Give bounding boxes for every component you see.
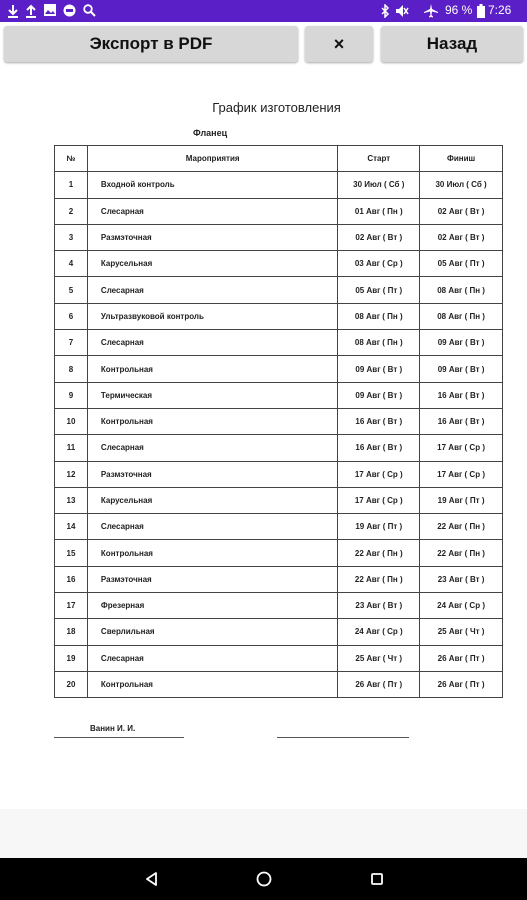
row-finish-date: 17 Авг ( Ср ) xyxy=(420,435,503,461)
table-row xyxy=(55,277,503,303)
row-activity: Ультразвуковой контроль xyxy=(87,303,337,329)
navigation-bar xyxy=(0,858,527,900)
row-activity: Карусельная xyxy=(87,487,337,513)
row-activity: Слесарная xyxy=(87,645,337,671)
row-activity: Сверлильная xyxy=(87,619,337,645)
row-finish-date: 23 Авг ( Вт ) xyxy=(420,566,503,592)
vpn-icon xyxy=(62,4,76,18)
document-subtitle: Фланец xyxy=(193,128,228,138)
row-activity: Слесарная xyxy=(87,514,337,540)
table-row xyxy=(55,382,503,408)
table-row xyxy=(55,461,503,487)
table-row xyxy=(55,593,503,619)
row-start-date: 17 Авг ( Ср ) xyxy=(338,461,420,487)
row-finish-date: 09 Авг ( Вт ) xyxy=(420,356,503,382)
row-number: 15 xyxy=(55,540,88,566)
row-activity: Слесарная xyxy=(87,198,337,224)
row-activity: Контрольная xyxy=(87,356,337,382)
row-activity: Размэточная xyxy=(87,566,337,592)
row-activity: Контрольная xyxy=(87,671,337,697)
table-row xyxy=(55,566,503,592)
mute-icon xyxy=(395,4,409,18)
row-start-date: 30 Июл ( Сб ) xyxy=(338,172,420,198)
row-number: 13 xyxy=(55,487,88,513)
table-row xyxy=(55,330,503,356)
recents-square-icon[interactable] xyxy=(368,870,386,888)
row-start-date: 22 Авг ( Пн ) xyxy=(338,540,420,566)
row-start-date: 25 Авг ( Чт ) xyxy=(338,645,420,671)
row-finish-date: 22 Авг ( Пн ) xyxy=(420,540,503,566)
table-row xyxy=(55,303,503,329)
row-number: 10 xyxy=(55,408,88,434)
row-start-date: 05 Авг ( Пт ) xyxy=(338,277,420,303)
status-bar xyxy=(0,0,527,22)
row-number: 6 xyxy=(55,303,88,329)
bottom-area xyxy=(0,809,527,858)
row-start-date: 17 Авг ( Ср ) xyxy=(338,487,420,513)
signature-line-left xyxy=(54,737,184,738)
row-finish-date: 08 Авг ( Пн ) xyxy=(420,303,503,329)
row-number: 7 xyxy=(55,330,88,356)
row-finish-date: 22 Авг ( Пн ) xyxy=(420,514,503,540)
column-header-number: № xyxy=(55,146,88,172)
row-activity: Слесарная xyxy=(87,330,337,356)
back-button[interactable]: Назад xyxy=(381,26,523,62)
back-triangle-icon[interactable] xyxy=(143,870,161,888)
row-finish-date: 02 Авг ( Вт ) xyxy=(420,224,503,250)
table-row xyxy=(55,356,503,382)
row-start-date: 02 Авг ( Вт ) xyxy=(338,224,420,250)
bluetooth-icon xyxy=(378,4,392,18)
row-finish-date: 24 Авг ( Ср ) xyxy=(420,593,503,619)
row-finish-date: 30 Июл ( Сб ) xyxy=(420,172,503,198)
table-header-row xyxy=(55,146,503,172)
row-start-date: 23 Авг ( Вт ) xyxy=(338,593,420,619)
row-activity: Слесарная xyxy=(87,277,337,303)
table-row xyxy=(55,408,503,434)
table-row xyxy=(55,251,503,277)
row-number: 17 xyxy=(55,593,88,619)
row-start-date: 24 Авг ( Ср ) xyxy=(338,619,420,645)
table-row xyxy=(55,514,503,540)
row-start-date: 08 Авг ( Пн ) xyxy=(338,330,420,356)
table-row xyxy=(55,619,503,645)
row-finish-date: 25 Авг ( Чт ) xyxy=(420,619,503,645)
row-start-date: 26 Авг ( Пт ) xyxy=(338,671,420,697)
row-finish-date: 16 Авг ( Вт ) xyxy=(420,382,503,408)
pdf-preview xyxy=(0,67,527,809)
download-icon xyxy=(6,4,20,18)
row-number: 14 xyxy=(55,514,88,540)
row-activity: Термическая xyxy=(87,382,337,408)
row-number: 16 xyxy=(55,566,88,592)
search-icon xyxy=(82,4,96,18)
row-finish-date: 19 Авг ( Пт ) xyxy=(420,487,503,513)
battery-icon xyxy=(474,4,488,18)
row-start-date: 03 Авг ( Ср ) xyxy=(338,251,420,277)
row-finish-date: 02 Авг ( Вт ) xyxy=(420,198,503,224)
clock: 7:26 xyxy=(488,3,512,17)
row-activity: Карусельная xyxy=(87,251,337,277)
row-number: 4 xyxy=(55,251,88,277)
row-finish-date: 26 Авг ( Пт ) xyxy=(420,645,503,671)
table-row xyxy=(55,487,503,513)
document-title: График изготовления xyxy=(212,100,341,115)
table-row xyxy=(55,645,503,671)
row-number: 1 xyxy=(55,172,88,198)
row-start-date: 01 Авг ( Пн ) xyxy=(338,198,420,224)
row-number: 20 xyxy=(55,671,88,697)
column-header-activity: Мароприятия xyxy=(87,146,337,172)
airplane-icon xyxy=(424,4,438,18)
row-finish-date: 08 Авг ( Пн ) xyxy=(420,277,503,303)
battery-percent: 96 % xyxy=(445,3,473,17)
row-finish-date: 05 Авг ( Пт ) xyxy=(420,251,503,277)
row-number: 18 xyxy=(55,619,88,645)
column-header-finish: Финиш xyxy=(420,146,503,172)
export-pdf-button[interactable]: Экспорт в PDF xyxy=(4,26,298,62)
row-start-date: 16 Авг ( Вт ) xyxy=(338,435,420,461)
table-row xyxy=(55,435,503,461)
signature-name: Ванин И. И. xyxy=(90,724,136,733)
row-start-date: 08 Авг ( Пн ) xyxy=(338,303,420,329)
toolbar xyxy=(0,22,527,67)
row-number: 12 xyxy=(55,461,88,487)
row-number: 19 xyxy=(55,645,88,671)
row-number: 3 xyxy=(55,224,88,250)
image-icon xyxy=(43,4,57,18)
row-start-date: 19 Авг ( Пт ) xyxy=(338,514,420,540)
row-finish-date: 16 Авг ( Вт ) xyxy=(420,408,503,434)
table-row xyxy=(55,540,503,566)
row-number: 8 xyxy=(55,356,88,382)
row-number: 9 xyxy=(55,382,88,408)
home-circle-icon[interactable] xyxy=(255,870,273,888)
schedule-body xyxy=(55,172,503,698)
row-activity: Размэточная xyxy=(87,461,337,487)
table-row xyxy=(55,172,503,198)
table-row xyxy=(55,671,503,697)
close-button[interactable]: × xyxy=(305,26,373,62)
row-activity: Размэточная xyxy=(87,224,337,250)
row-start-date: 22 Авг ( Пн ) xyxy=(338,566,420,592)
upload-icon xyxy=(24,4,38,18)
table-row xyxy=(55,198,503,224)
row-activity: Контрольная xyxy=(87,408,337,434)
row-finish-date: 17 Авг ( Ср ) xyxy=(420,461,503,487)
schedule-table xyxy=(54,145,503,698)
row-activity: Входной контроль xyxy=(87,172,337,198)
row-activity: Фрезерная xyxy=(87,593,337,619)
row-start-date: 09 Авг ( Вт ) xyxy=(338,356,420,382)
row-finish-date: 09 Авг ( Вт ) xyxy=(420,330,503,356)
row-number: 5 xyxy=(55,277,88,303)
signature-line-right xyxy=(277,737,409,738)
column-header-start: Старт xyxy=(338,146,420,172)
row-activity: Контрольная xyxy=(87,540,337,566)
row-number: 11 xyxy=(55,435,88,461)
row-activity: Слесарная xyxy=(87,435,337,461)
row-start-date: 16 Авг ( Вт ) xyxy=(338,408,420,434)
row-finish-date: 26 Авг ( Пт ) xyxy=(420,671,503,697)
row-number: 2 xyxy=(55,198,88,224)
row-start-date: 09 Авг ( Вт ) xyxy=(338,382,420,408)
table-row xyxy=(55,224,503,250)
